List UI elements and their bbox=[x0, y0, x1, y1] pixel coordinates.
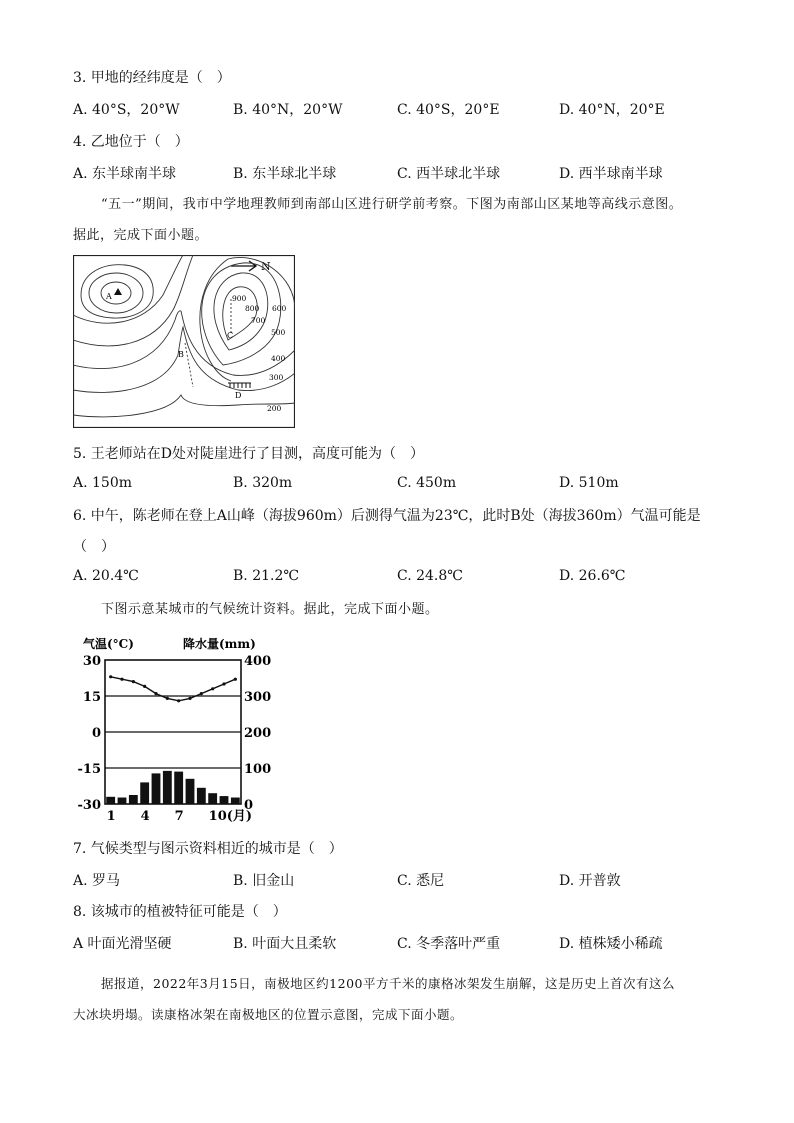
point-d-label: D bbox=[235, 391, 242, 400]
q3-option-c[interactable]: C. 40°S，20°E bbox=[397, 102, 500, 118]
temperature-point bbox=[166, 697, 169, 700]
question-6-stem: 6. 中午，陈老师在登上A山峰（海拔960m）后测得气温为23℃，此时B处（海拔360m）气温可能是 bbox=[73, 508, 701, 524]
q6-option-a[interactable]: A. 20.4℃ bbox=[73, 568, 139, 584]
temperature-point bbox=[177, 699, 180, 702]
question-4-stem: 4. 乙地位于（ ） bbox=[73, 134, 189, 150]
q7-option-a[interactable]: A. 罗马 bbox=[73, 873, 121, 889]
left-tick-label: -15 bbox=[77, 762, 101, 777]
temperature-point bbox=[132, 680, 135, 683]
q4-option-c[interactable]: C. 西半球北半球 bbox=[397, 166, 501, 182]
question-5-stem: 5. 王老师站在D处对陡崖进行了目测，高度可能为（ ） bbox=[73, 446, 425, 462]
q8-option-c[interactable]: C. 冬季落叶严重 bbox=[397, 936, 501, 952]
right-tick-label: 100 bbox=[244, 762, 272, 777]
contour-200: 200 bbox=[267, 404, 282, 413]
right-tick-label: 0 bbox=[244, 798, 254, 813]
temperature-axis-label: 气温(°C) bbox=[83, 637, 134, 651]
left-tick-label: 15 bbox=[82, 690, 101, 705]
climate-chart bbox=[75, 632, 275, 824]
right-tick-label: 300 bbox=[244, 690, 272, 705]
q3-option-b[interactable]: B. 40°N，20°W bbox=[233, 102, 343, 118]
passage-1-line-1: “五一”期间，我市中学地理教师到南部山区进行研学前考察。下图为南部山区某地等高线示意图。 bbox=[101, 197, 683, 212]
passage-3-line-2: 大冰块坍塌。读康格冰架在南极地区的位置示意图，完成下面小题。 bbox=[73, 1007, 464, 1022]
precipitation-bar bbox=[208, 793, 217, 804]
north-label: N bbox=[261, 260, 271, 273]
q3-option-d[interactable]: D. 40°N，20°E bbox=[559, 102, 665, 118]
temperature-point bbox=[143, 685, 146, 688]
q4-option-a[interactable]: A. 东半球南半球 bbox=[73, 166, 177, 182]
precipitation-bar bbox=[140, 782, 149, 804]
question-8-stem: 8. 该城市的植被特征可能是（ ） bbox=[73, 904, 287, 920]
contour-900: 900 bbox=[232, 294, 247, 303]
precipitation-bar bbox=[197, 788, 206, 804]
left-tick-label: -30 bbox=[77, 798, 101, 813]
passage-3-line-1: 据报道，2022年3月15日，南极地区约1200平方千米的康格冰架发生崩解，这是历史上首次有这么 bbox=[101, 976, 675, 991]
precipitation-axis-label: 降水量(mm) bbox=[183, 637, 256, 651]
precipitation-bar bbox=[106, 797, 115, 804]
q6-option-b[interactable]: B. 21.2℃ bbox=[233, 568, 300, 584]
temperature-point bbox=[211, 687, 214, 690]
q5-option-d[interactable]: D. 510m bbox=[559, 475, 619, 491]
contour-700: 700 bbox=[251, 316, 266, 325]
contour-300: 300 bbox=[269, 373, 284, 382]
precipitation-bar bbox=[186, 779, 195, 804]
passage-2-line-1: 下图示意某城市的气候统计资料。据此，完成下面小题。 bbox=[101, 602, 439, 617]
contour-800: 800 bbox=[245, 304, 260, 313]
temperature-point bbox=[222, 682, 225, 685]
q7-option-b[interactable]: B. 旧金山 bbox=[233, 873, 295, 889]
contour-400: 400 bbox=[271, 354, 286, 363]
q5-option-b[interactable]: B. 320m bbox=[233, 475, 293, 491]
temperature-point bbox=[120, 678, 123, 681]
temperature-point bbox=[200, 692, 203, 695]
precipitation-bar bbox=[163, 771, 172, 804]
right-tick-label: 200 bbox=[244, 726, 272, 741]
month-tick-label: 7 bbox=[174, 809, 184, 824]
precipitation-bar bbox=[118, 798, 127, 804]
question-7-stem: 7. 气候类型与图示资料相近的城市是（ ） bbox=[73, 841, 343, 857]
temperature-point bbox=[154, 692, 157, 695]
temperature-point bbox=[109, 675, 112, 678]
q5-option-c[interactable]: C. 450m bbox=[397, 475, 457, 491]
temperature-point bbox=[188, 697, 191, 700]
q8-option-a[interactable]: A 叶面光滑坚硬 bbox=[73, 936, 172, 952]
q3-option-a[interactable]: A. 40°S，20°W bbox=[73, 102, 180, 118]
q7-option-c[interactable]: C. 悉尼 bbox=[397, 873, 445, 889]
precipitation-bar bbox=[174, 772, 183, 804]
q7-option-d[interactable]: D. 开普敦 bbox=[559, 873, 621, 889]
right-tick-label: 400 bbox=[244, 654, 272, 669]
q5-option-a[interactable]: A. 150m bbox=[73, 475, 133, 491]
precipitation-bar bbox=[152, 773, 161, 804]
temperature-point bbox=[234, 678, 237, 681]
precipitation-bar bbox=[220, 796, 229, 804]
contour-map bbox=[73, 255, 295, 428]
month-tick-label: 1 bbox=[106, 809, 116, 824]
q4-option-d[interactable]: D. 西半球南半球 bbox=[559, 166, 663, 182]
passage-1-line-2: 据此，完成下面小题。 bbox=[73, 228, 209, 243]
month-tick-label: 10(月) bbox=[208, 809, 253, 824]
point-a-label: A bbox=[106, 292, 112, 301]
question-6-stem-continued: （ ） bbox=[73, 539, 115, 555]
question-3-stem: 3. 甲地的经纬度是（ ） bbox=[73, 70, 231, 86]
q8-option-b[interactable]: B. 叶面大且柔软 bbox=[233, 936, 337, 952]
precipitation-bar bbox=[129, 795, 138, 804]
point-b-label: B bbox=[178, 350, 184, 359]
point-c-label: C bbox=[227, 331, 234, 340]
q6-option-c[interactable]: C. 24.8℃ bbox=[397, 568, 463, 584]
month-tick-label: 4 bbox=[140, 809, 150, 824]
q8-option-d[interactable]: D. 植株矮小稀疏 bbox=[559, 936, 663, 952]
left-tick-label: 0 bbox=[91, 726, 101, 741]
precipitation-bar bbox=[231, 798, 240, 804]
q4-option-b[interactable]: B. 东半球北半球 bbox=[233, 166, 337, 182]
q6-option-d[interactable]: D. 26.6℃ bbox=[559, 568, 626, 584]
temperature-line bbox=[111, 677, 236, 701]
contour-500: 500 bbox=[271, 328, 286, 337]
left-tick-label: 30 bbox=[82, 654, 101, 669]
contour-600: 600 bbox=[272, 304, 287, 313]
